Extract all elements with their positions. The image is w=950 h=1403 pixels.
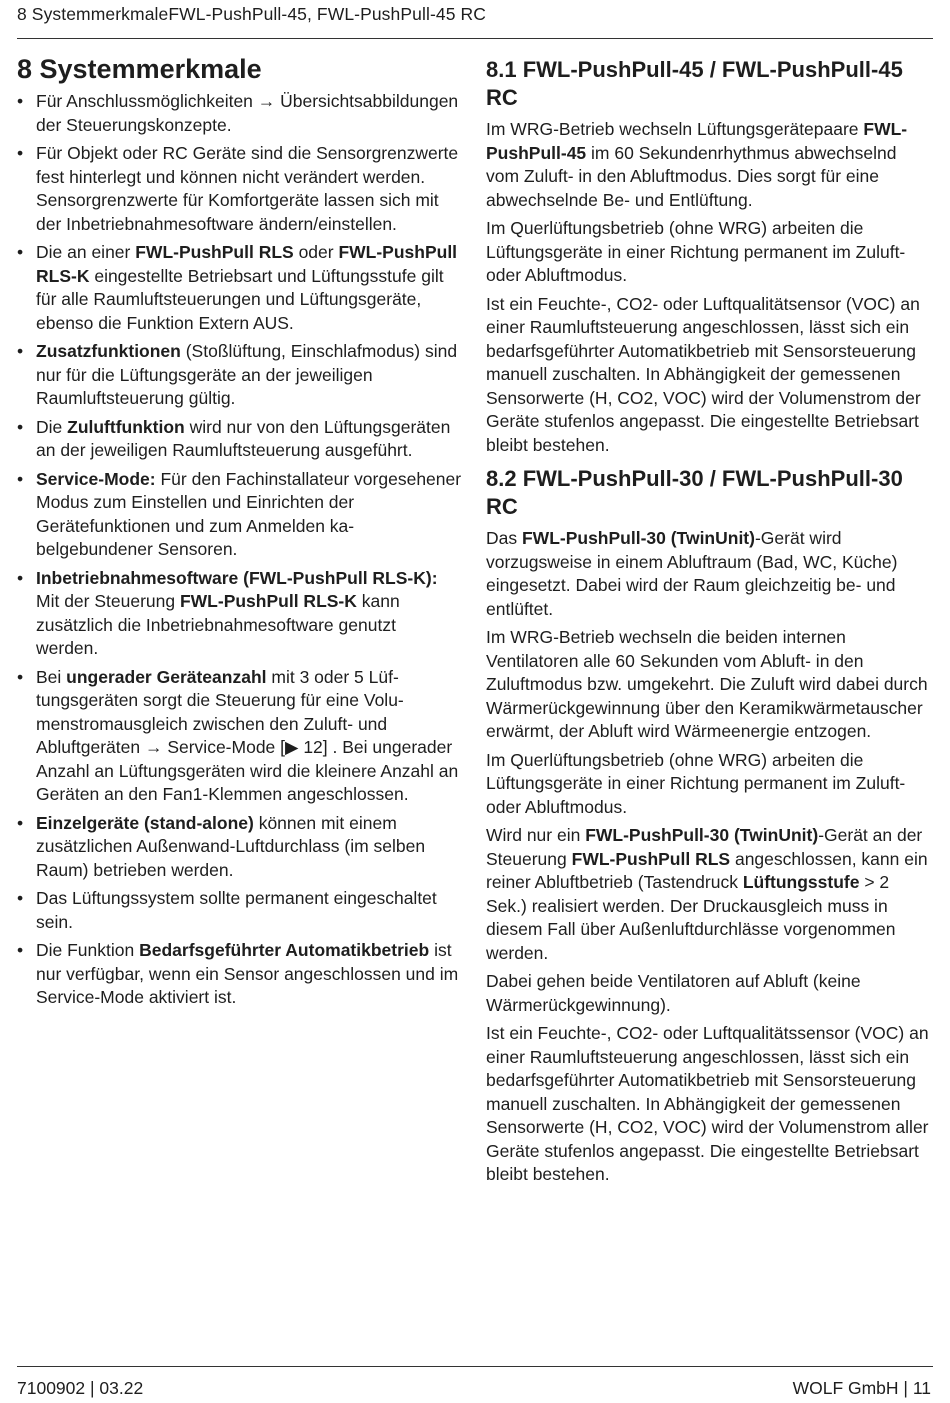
list-item: • Die an einer FWL-PushPull RLS oder FWL-PushPull RLS-K eingestellte Betriebsart und Lüftungsstufe gilt für alle Raumluftsteuerungen und Lüftungsgeräte, ebenso die Funktion Extern AUS. bbox=[17, 242, 458, 333]
header-divider bbox=[17, 38, 933, 39]
bullet: • bbox=[17, 666, 24, 687]
list-item: • Bei ungerader Geräteanzahl mit 3 oder 5 Lüftungsgeräten sorgt die Steuerung für eine Volumenstromausgleich zwischen den Zuluft- und Abluftgeräten → Service-Mode [▶ 12] . Bei ungerader Anzahl an Lüftungsgeräten wird die kleinere Anzahl an Geräten an den Fan1-Klemmen angeschlossen. bbox=[17, 666, 459, 804]
bullet: • bbox=[17, 242, 24, 262]
paragraph: Im Querlüftungsbetrieb (ohne WRG) arbeiten die Lüftungsgeräte in einer Richtung permanent im Zuluft- oder Abluftmodus. bbox=[486, 749, 906, 817]
bullet: • bbox=[17, 468, 24, 489]
paragraph: Dabei gehen beide Ventilatoren auf Abluft (keine Wärmerückgewinnung). bbox=[486, 971, 861, 1015]
running-header: 8 SystemmerkmaleFWL-PushPull-45, FWL-PushPull-45 RC bbox=[17, 4, 486, 24]
paragraph: Das FWL-PushPull-30 (TwinUnit)-Gerät wird vorzugsweise in einem Abluftraum (Bad, WC, Küche) eingesetzt. Dabei wird der Raum gleichzeitig be- und entlüftet. bbox=[486, 528, 898, 619]
list-item: • Für Objekt oder RC Geräte sind die Sensorgrenzwerte fest hinterlegt und können nicht verändert werden. Sensorgrenzwerte für Komfortgeräte lassen sich mit der Inbetriebnahmesoftware ändern/einstellen. bbox=[17, 143, 459, 234]
paragraph: Ist ein Feuchte-, CO2- oder Luftqualitätsensor (VOC) an einer Raumluftsteuerung angeschlossen, lässt sich ein bedarfsgeführter Automatikbetrieb mit Sensorsteuerung manuell zuschalten. In Abhängigkeit der gemessenen Sensorwerte (H, CO2, VOC) wird der Volumenstrom der Geräte stufenlos angepasst. Die eingestellte Betriebsart bleibt bestehen. bbox=[486, 293, 921, 455]
subsection-title: 8.1 FWL-PushPull-45 / FWL-PushPull-45 RC bbox=[486, 57, 903, 110]
list-item: • Die Zuluftfunktion wird nur von den Lüftungsgeräten an der jeweiligen Raumluftsteuerung ausgeführt. bbox=[17, 416, 451, 460]
bullet: • bbox=[17, 888, 24, 908]
list-item: • Inbetriebnahmesoftware (FWL-PushPull RLS-K): Mit der Steuerung FWL-PushPull RLS-K kann zusätzlich die Inbetriebnahmesoftware genutzt werden. bbox=[17, 567, 438, 658]
list-item: • Für Anschlussmöglichkeiten → Übersichtsabbildungen der Steuerungskonzepte. bbox=[17, 91, 459, 135]
section-title: 8 Systemmerkmale bbox=[17, 54, 262, 84]
bullet: • bbox=[17, 341, 24, 361]
right-column bbox=[486, 50, 932, 1192]
subsection-title: 8.2 FWL-PushPull-30 / FWL-PushPull-30 RC bbox=[486, 466, 903, 519]
footer-divider bbox=[17, 1366, 933, 1367]
paragraph: Im WRG-Betrieb wechseln Lüftungsgerätepaare FWL-PushPull-45 im 60 Sekundenrhythmus abwechselnd vom Zuluft- in den Abluftmodus. Dies sorgt für eine abwechselnde Be- und Entlüftung. bbox=[486, 119, 908, 210]
paragraph: Im WRG-Betrieb wechseln die beiden internen Ventilatoren alle 60 Sekunden vom Abluft- in den Zuluftmodus bzw. umgekehrt. Die Zuluft wird dabei durch Wärmerückgewinnung über den Keramikwärmetauscher erwärmt, der Abluft wird Wärmeenergie entzogen. bbox=[486, 627, 928, 741]
bullet: • bbox=[17, 416, 24, 437]
list-item: • Das Lüftungssystem sollte permanent eingeschaltet sein. bbox=[17, 888, 437, 932]
bullet: • bbox=[17, 812, 24, 833]
list-item: • Zusatzfunktionen (Stoßlüftung, Einschlafmodus) sind nur für die Lüftungsgeräte an der jeweiligen Raumluftsteuerung gültig. bbox=[17, 341, 458, 408]
footer-page-number: WOLF GmbH | 11 bbox=[792, 1378, 931, 1398]
footer-doc-id: 7100902 | 03.22 bbox=[17, 1378, 144, 1398]
list-item: • Die Funktion Bedarfsgeführter Automatikbetrieb ist nur verfügbar, wenn ein Sensor angeschlossen und im Service-Mode aktiviert ist. bbox=[17, 940, 459, 1007]
list-item: • Einzelgeräte (stand-alone) können mit einem zusätzlichen Außenwand-Luftdurchlass (im selben Raum) betrieben werden. bbox=[17, 812, 426, 880]
bullet: • bbox=[17, 91, 24, 111]
paragraph: Wird nur ein FWL-PushPull-30 (TwinUnit)-Gerät an der Steuerung FWL-PushPull RLS angeschlossen, kann ein reiner Abluftbetrieb (Tastendruck Lüftungsstufe > 2 Sek.) realisiert werden. Der Druckausgleich muss in diesem Fall über Außenluftdurchlässe vorgenommen werden. bbox=[486, 825, 928, 963]
list-item: • Service-Mode: Für den Fachinstallateur vorgesehener Modus zum Einstellen und Einrichten der Gerätefunktionen und zum Anmelden kabelgebundener Sensoren. bbox=[17, 468, 462, 559]
left-column bbox=[17, 50, 462, 1015]
paragraph: Ist ein Feuchte-, CO2- oder Luftqualitätssensor (VOC) an einer Raumluftsteuerung angeschlossen, lässt sich ein bedarfsgeführter Automatikbetrieb mit Sensorsteuerung manuell zuschalten. In Abhängigkeit der gemessenen Sensorwerte (H, CO2, VOC) wird der Volumenstrom aller Geräte stufenlos angepasst. Die eingestellte Betriebsart bleibt bestehen. bbox=[486, 1023, 929, 1184]
bullet: • bbox=[17, 143, 24, 163]
paragraph: Im Querlüftungsbetrieb (ohne WRG) arbeiten die Lüftungsgeräte in einer Richtung permanent im Zuluft- oder Abluftmodus. bbox=[486, 218, 906, 285]
bullet: • bbox=[17, 940, 24, 960]
bullet: • bbox=[17, 567, 24, 588]
feature-list bbox=[17, 90, 462, 1010]
